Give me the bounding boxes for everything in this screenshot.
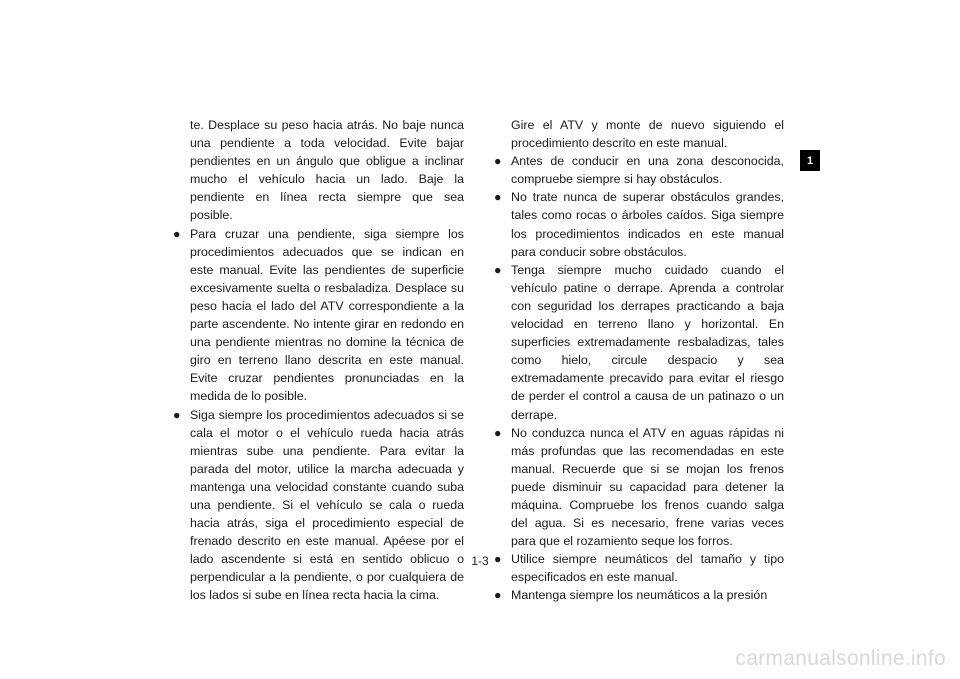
bullet-text: Utilice siempre neumáticos del tamaño y tipo especificados en este manual.	[511, 552, 784, 585]
bullet-icon: ●	[494, 425, 502, 440]
bullet-item	[494, 261, 784, 424]
bullet-icon: ●	[494, 154, 502, 169]
left-text-column	[173, 116, 464, 605]
bullet-item	[494, 550, 784, 586]
bullet-icon: ●	[494, 190, 502, 205]
bullet-text: Siga siempre los procedimientos adecuados si se cala el motor o el vehículo rueda hacia atrás mientras sube una pendiente. Para evitar la parada del motor, utilice la marcha adecuada y mantenga una velocidad constante cuando suba una pendiente. Si el vehículo se cala o rueda hacia atrás, siga el procedimiento especial de frenado descrito en este manual. Apéese por el lado ascendente si está en sentido oblicuo o perpendicular a la pendiente, o por cualquiera de los lados si sube en línea recta hacia la cima.	[190, 407, 464, 603]
bullet-item	[494, 188, 784, 260]
bullet-text: Tenga siempre mucho cuidado cuando el vehículo patine o derrape. Aprenda a controlar con seguridad los derrapes practicando a baja velocidad en terreno llano y horizontal. En superficies extremadamente resbaladizas, tales como hielo, circule despacio y sea extremadamente precavido para evitar el riesgo de perder el control a causa de un patinazo o un derrape.	[511, 262, 784, 422]
bullet-item	[494, 424, 784, 551]
bullet-icon: ●	[494, 588, 502, 603]
bullet-icon: ●	[494, 552, 502, 567]
bullet-icon: ●	[173, 226, 181, 241]
bullet-text: No conduzca nunca el ATV en aguas rápidas ni más profundas que las recomendadas en este manual. Recuerde que si se mojan los frenos puede disminuir su capacidad para detener la máquina. Compruebe los frenos cuando salga del agua. Si es necesario, frene varias veces para que el rozamiento seque los forros.	[511, 425, 784, 549]
bullet-icon: ●	[494, 262, 502, 277]
page-number: 1-3	[471, 554, 489, 568]
bullet-item	[494, 152, 784, 188]
watermark: carmanualsonline.info	[735, 647, 946, 670]
bullet-text: Para cruzar una pendiente, siga siempre los procedimientos adecuados que se indican en este manual. Evite las pendientes de superficie excesivamente suelta o resbaladiza. Desplace su peso hacia el lado del ATV correspondiente a la parte ascendente. No intente girar en redondo en una pendiente mientras no domine la técnica de giro en terreno llano descrita en este manual. Evite cruzar pendientes pronunciadas en la medida de lo posible.	[190, 226, 464, 404]
bullet-item	[494, 586, 784, 604]
bullet-text: No trate nunca de superar obstáculos grandes, tales como rocas o árboles caídos. Siga siempre los procedimientos indicados en este manual para conducir sobre obstáculos.	[511, 190, 784, 259]
bullet-icon: ●	[173, 407, 181, 422]
bullet-item	[173, 225, 464, 406]
bullet-item	[173, 406, 464, 605]
continued-paragraph: te. Desplace su peso hacia atrás. No baje nunca una pendiente a toda velocidad. Evite bajar pendientes en un ángulo que obligue a inclinar mucho el vehículo hacia un lado. Baje la pendiente en línea recta siempre que sea posible.	[190, 118, 464, 223]
right-text-column	[494, 116, 784, 605]
bullet-text: Antes de conducir en una zona desconocida, compruebe siempre si hay obstáculos.	[511, 154, 784, 187]
continued-paragraph: Gire el ATV y monte de nuevo siguiendo el procedimiento descrito en este manual.	[511, 118, 784, 151]
chapter-tab: 1	[800, 150, 820, 171]
bullet-text: Mantenga siempre los neumáticos a la presión	[511, 588, 768, 603]
